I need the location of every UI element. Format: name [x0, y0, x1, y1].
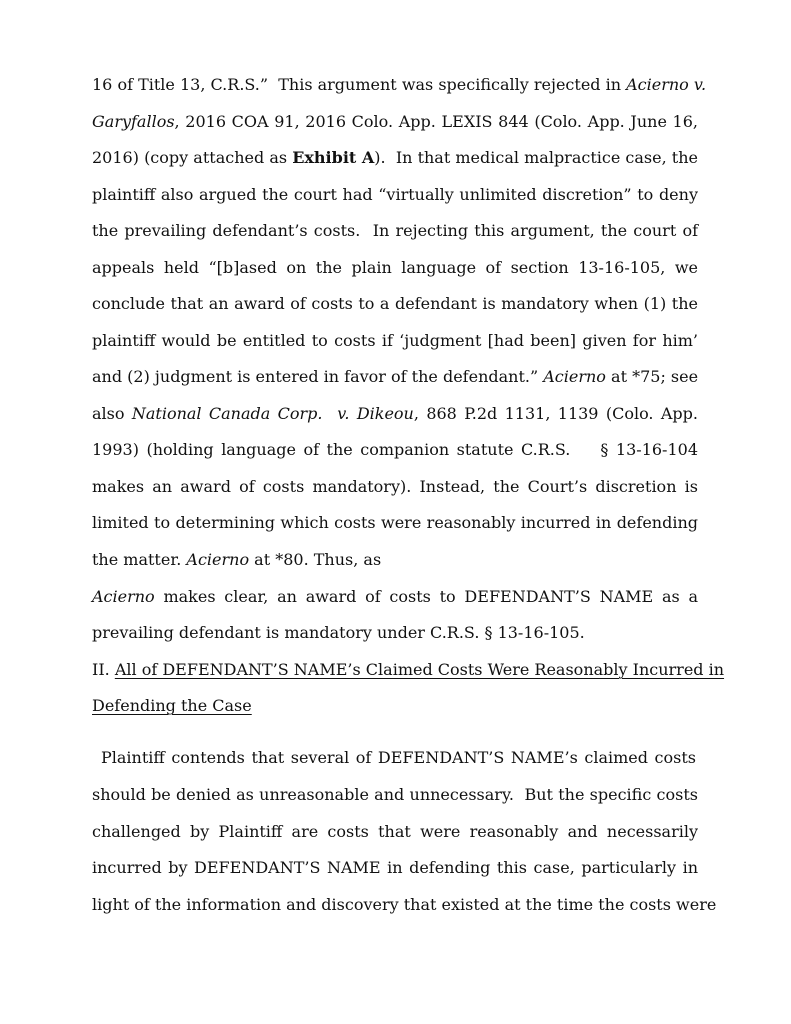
- heading-title-line1: All of DEFENDANT’S NAME’s Claimed Costs Were Reasonably Incurred in: [114, 660, 725, 679]
- text-line: challenged by Plaintiff are costs that were reasonably and necessarily: [92, 822, 698, 841]
- text-line: the prevailing defendant’s costs. In rejecting this argument, the court of: [92, 221, 698, 240]
- text-line: plaintiff also argued the court had “virtually unlimited discretion” to deny: [92, 185, 698, 204]
- text-line: makes an award of costs mandatory). Instead, the Court’s discretion is: [92, 477, 698, 496]
- text-line: 2016) (copy attached as Exhibit A). In that medical malpractice case, the: [92, 148, 698, 167]
- text-line: light of the information and discovery that existed at the time the costs were: [92, 895, 717, 914]
- text-line: the matter. Acierno at *80. Thus, as: [92, 550, 382, 569]
- section-heading-cont: [92, 694, 698, 718]
- text-line: appeals held “[b]ased on the plain language of section 13-16-105, we: [92, 258, 698, 277]
- heading-number: II.: [92, 660, 115, 679]
- text-line: incurred by DEFENDANT’S NAME in defending this case, particularly in: [92, 858, 698, 877]
- text-line: 16 of Title 13, C.R.S.” This argument was specifically rejected in Acierno v.: [92, 75, 707, 94]
- text-line: Plaintiff contends that several of DEFENDANT’S NAME’s claimed costs: [101, 748, 696, 767]
- text-line: conclude that an award of costs to a defendant is mandatory when (1) the: [92, 294, 698, 313]
- text-line: and (2) judgment is entered in favor of the defendant.” Acierno at *75; see: [92, 367, 699, 386]
- text-line: Acierno makes clear, an award of costs to DEFENDANT’S NAME as a: [92, 587, 698, 606]
- section-heading: [92, 658, 732, 682]
- text-line: should be denied as unreasonable and unnecessary. But the specific costs: [92, 785, 698, 804]
- heading-title-line2: Defending the Case: [92, 696, 252, 715]
- text-line: 1993) (holding language of the companion statute C.R.S. § 13-16-104: [92, 440, 698, 459]
- text-line: prevailing defendant is mandatory under C.R.S. § 13-16-105.: [92, 623, 585, 642]
- text-line: Garyfallos, 2016 COA 91, 2016 Colo. App. LEXIS 844 (Colo. App. June 16,: [92, 112, 698, 131]
- text-line: also National Canada Corp. v. Dikeou, 868 P.2d 1131, 1139 (Colo. App.: [92, 404, 699, 423]
- text-line: limited to determining which costs were reasonably incurred in defending: [92, 513, 698, 532]
- text-line: plaintiff would be entitled to costs if ‘judgment [had been] given for him’: [92, 331, 698, 350]
